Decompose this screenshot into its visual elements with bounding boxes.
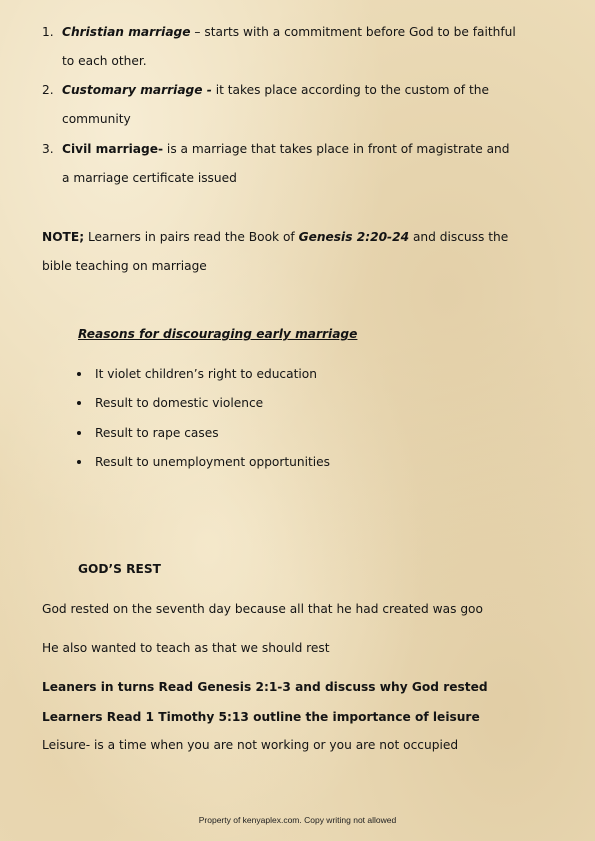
list-item-3 <box>42 141 510 157</box>
list-term: Customary marriage - <box>62 83 212 97</box>
bold-instruction-line <box>42 679 488 695</box>
list-item-2-continuation: community <box>62 112 131 126</box>
section-heading-gods-rest <box>78 561 161 577</box>
list-item-1 <box>42 24 516 40</box>
list-term: Civil marriage- <box>62 142 164 156</box>
list-item-3-continuation: a marriage certificate issued <box>62 171 237 185</box>
heading-text: GOD’S REST <box>78 562 161 576</box>
list-number: 3. <box>42 142 54 156</box>
note-paragraph <box>42 229 508 245</box>
page-footer: Property of kenyaplex.com. Copy writing not allowed <box>198 815 397 825</box>
note-continuation: bible teaching on marriage <box>42 259 207 273</box>
list-number: 1. <box>42 25 54 39</box>
list-item-2 <box>42 82 489 98</box>
instruction-text: Learners Read 1 Timothy 5:13 outline the importance of leisure <box>42 710 480 724</box>
list-text: it takes place according to the custom of the <box>211 83 489 97</box>
list-number: 2. <box>42 83 54 97</box>
note-text-after: and discuss the <box>409 230 509 244</box>
body-line: God rested on the seventh day because all that he had created was goo <box>42 602 483 616</box>
note-text: Learners in pairs read the Book of <box>84 230 299 244</box>
leisure-definition: Leisure- is a time when you are not working or you are not occupied <box>42 738 459 752</box>
bold-instruction-line <box>42 709 480 725</box>
bullet-item: Result to rape cases <box>95 426 219 440</box>
instruction-text: Leaners in turns Read Genesis 2:1-3 and discuss why God rested <box>42 680 488 694</box>
bullet-item: Result to domestic violence <box>95 396 264 410</box>
heading-text: Reasons for discouraging early marriage <box>78 327 358 341</box>
list-item-1-continuation: to each other. <box>62 54 147 68</box>
bullet-item: It violet children’s right to education <box>95 367 317 381</box>
list-term: Christian marriage <box>62 25 191 39</box>
list-text: – starts with a commitment before God to be faithful <box>190 25 516 39</box>
bullet-item: Result to unemployment opportunities <box>95 455 331 469</box>
list-text: is a marriage that takes place in front of magistrate and <box>163 142 510 156</box>
note-reference: Genesis 2:20-24 <box>298 230 410 244</box>
section-heading-early-marriage <box>78 326 357 342</box>
body-line: He also wanted to teach as that we should rest <box>42 641 330 655</box>
note-label: NOTE; <box>42 230 85 244</box>
